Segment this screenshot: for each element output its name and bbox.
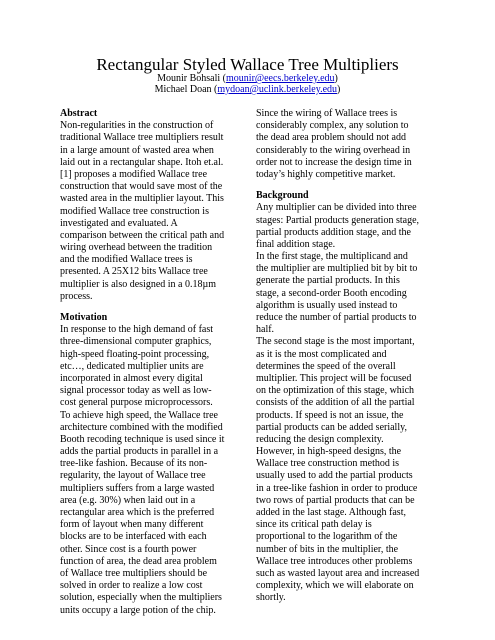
- text-line: final addition stage.: [256, 238, 336, 250]
- text-line: added in the last stage. Although fast,: [256, 507, 406, 519]
- text-line: multiplier is also designed in a 0.18µm: [60, 278, 217, 290]
- right-column: [256, 108, 448, 605]
- text-line: The second stage is the most important,: [256, 336, 415, 348]
- text-line: investigated and evaluated. A: [60, 217, 178, 229]
- text-line: the dead area problem should not add: [256, 132, 406, 144]
- text-line: [1] proposes a modified Wallace tree: [60, 168, 208, 180]
- text-line: solved in order to realize a low cost: [60, 580, 203, 592]
- left-column: [60, 108, 248, 617]
- text-line: on the optimization of this stage, which: [256, 385, 415, 397]
- text-line: laid out in a rectangular shape. Itoh et.al.: [60, 156, 224, 168]
- text-line: today’s highly competitive market.: [256, 168, 396, 180]
- text-line: Any multiplier can be divided into three: [256, 202, 417, 214]
- text-line: In the first stage, the multiplicand and: [256, 251, 408, 263]
- text-line: architecture combined with the modified: [60, 421, 223, 433]
- text-line: partial products addition stage, and the: [256, 226, 411, 238]
- text-line: and the modified Wallace trees is: [60, 254, 193, 266]
- author-paren: ): [337, 84, 341, 95]
- text-line: in a large amount of wasted area when: [60, 144, 214, 156]
- text-line: since its critical path delay is: [256, 519, 372, 531]
- text-line: of Wallace tree multipliers should be: [60, 567, 208, 579]
- text-line: consists of the addition of all the partial: [256, 397, 415, 409]
- text-line: rectangular area which is the preferred: [60, 507, 215, 519]
- text-line: regularity, the layout of Wallace tree: [60, 470, 206, 482]
- text-line: as it is the most complicated and: [256, 348, 387, 360]
- text-line: considerably complex, any solution to: [256, 120, 409, 132]
- text-line: high-speed floating-point processing,: [60, 348, 210, 360]
- text-line: number of bits in the multiplier, the: [256, 543, 399, 555]
- text-line: stage, a second-order Booth encoding: [256, 287, 407, 299]
- author-line-2: [0, 84, 495, 96]
- text-line: reducing the design complexity.: [256, 433, 384, 445]
- text-line: generate the partial products. In this: [256, 275, 400, 287]
- text-line: area (e.g. 30%) when laid out in a: [60, 494, 196, 506]
- text-line: algorithm is usually used instead to: [256, 299, 398, 311]
- text-line: cost general purpose microprocessors.: [60, 397, 213, 409]
- text-line: the multiplier are multiplied bit by bit to: [256, 263, 418, 275]
- text-line: in a tree-like fashion in order to produce: [256, 482, 418, 494]
- text-line: tree-like fashion. Because of its non-: [60, 458, 208, 470]
- text-line: units occupy a large potion of the chip.: [60, 604, 216, 616]
- background-heading: Background: [256, 190, 309, 202]
- abstract-heading: Abstract: [60, 108, 98, 119]
- text-line: two rows of partial products that can be: [256, 494, 415, 506]
- intro-body: [256, 108, 448, 181]
- text-line: complexity, which we will elaborate on: [256, 580, 414, 592]
- text-line: wiring overhead between the tradition: [60, 242, 213, 254]
- author-paren: ): [334, 73, 338, 84]
- text-line: form of layout when many different: [60, 519, 204, 531]
- text-line: Wallace tree construction method is: [256, 458, 400, 470]
- text-line: reduce the number of partial products to: [256, 312, 417, 324]
- author-name: Mounir Bohsali (: [157, 73, 227, 84]
- text-line: Booth recoding technique is used since it: [60, 433, 225, 445]
- text-line: In response to the high demand of fast: [60, 324, 214, 336]
- background-body: [256, 202, 448, 604]
- text-line: shortly.: [256, 592, 286, 604]
- text-line: multipliers suffers from a large wasted: [60, 482, 215, 494]
- text-line: partial products can be added serially,: [256, 421, 407, 433]
- text-line: signal processor today as well as low-: [60, 385, 212, 397]
- motivation-body: [60, 324, 248, 617]
- text-line: determines the speed of the overall: [256, 360, 396, 372]
- text-line: Non-regularities in the construction of: [60, 120, 214, 132]
- paper-title: Rectangular Styled Wallace Tree Multipliers: [96, 55, 399, 74]
- abstract-body: [60, 120, 248, 303]
- text-line: incorporated in almost every digital: [60, 372, 203, 384]
- text-line: such as wasted layout area and increased: [256, 567, 420, 579]
- author-email-link[interactable]: mydoan@uclink.berkeley.edu: [217, 84, 338, 95]
- motivation-heading: Motivation: [60, 312, 108, 324]
- text-line: solution, especially when the multipliers: [60, 592, 222, 604]
- text-line: Wallace tree introduces other problems: [256, 555, 413, 567]
- text-line: stages: Partial products generation stage,: [256, 214, 420, 226]
- text-line: traditional Wallace tree multipliers result: [60, 132, 224, 144]
- text-line: function of area, the dead area problem: [60, 555, 217, 567]
- text-line: etc…, dedicated multiplier units are: [60, 360, 204, 372]
- text-line: other. Since cost is a fourth power: [60, 543, 197, 555]
- text-line: products. If speed is not an issue, the: [256, 409, 404, 421]
- text-line: considerably to the wiring overhead in: [256, 144, 411, 156]
- author-email-link[interactable]: mounir@eecs.berkeley.edu: [226, 73, 335, 84]
- text-line: However, in high-speed designs, the: [256, 446, 402, 458]
- text-line: adds the partial products in parallel in a: [60, 446, 219, 458]
- text-line: construction that would save most of the: [60, 181, 223, 193]
- text-line: To achieve high speed, the Wallace tree: [60, 409, 218, 421]
- text-line: proportional to the logarithm of the: [256, 531, 398, 543]
- text-line: Since the wiring of Wallace trees is: [256, 108, 398, 119]
- text-line: blocks are to be interfaced with each: [60, 531, 207, 543]
- author-name: Michael Doan (: [154, 84, 218, 95]
- text-line: order not to increase the design time in: [256, 156, 412, 168]
- text-line: usually used to add the partial products: [256, 470, 413, 482]
- text-line: modified Wallace tree construction is: [60, 205, 209, 217]
- text-line: process.: [60, 290, 93, 302]
- text-line: multiplier. This project will be focused: [256, 372, 412, 384]
- text-line: three-dimensional computer graphics,: [60, 336, 212, 348]
- text-line: comparison between the critical path and: [60, 229, 225, 241]
- text-line: half.: [256, 324, 275, 336]
- text-line: wasted area in the multiplier layout. This: [60, 193, 224, 205]
- text-line: presented. A 25X12 bits Wallace tree: [60, 266, 208, 278]
